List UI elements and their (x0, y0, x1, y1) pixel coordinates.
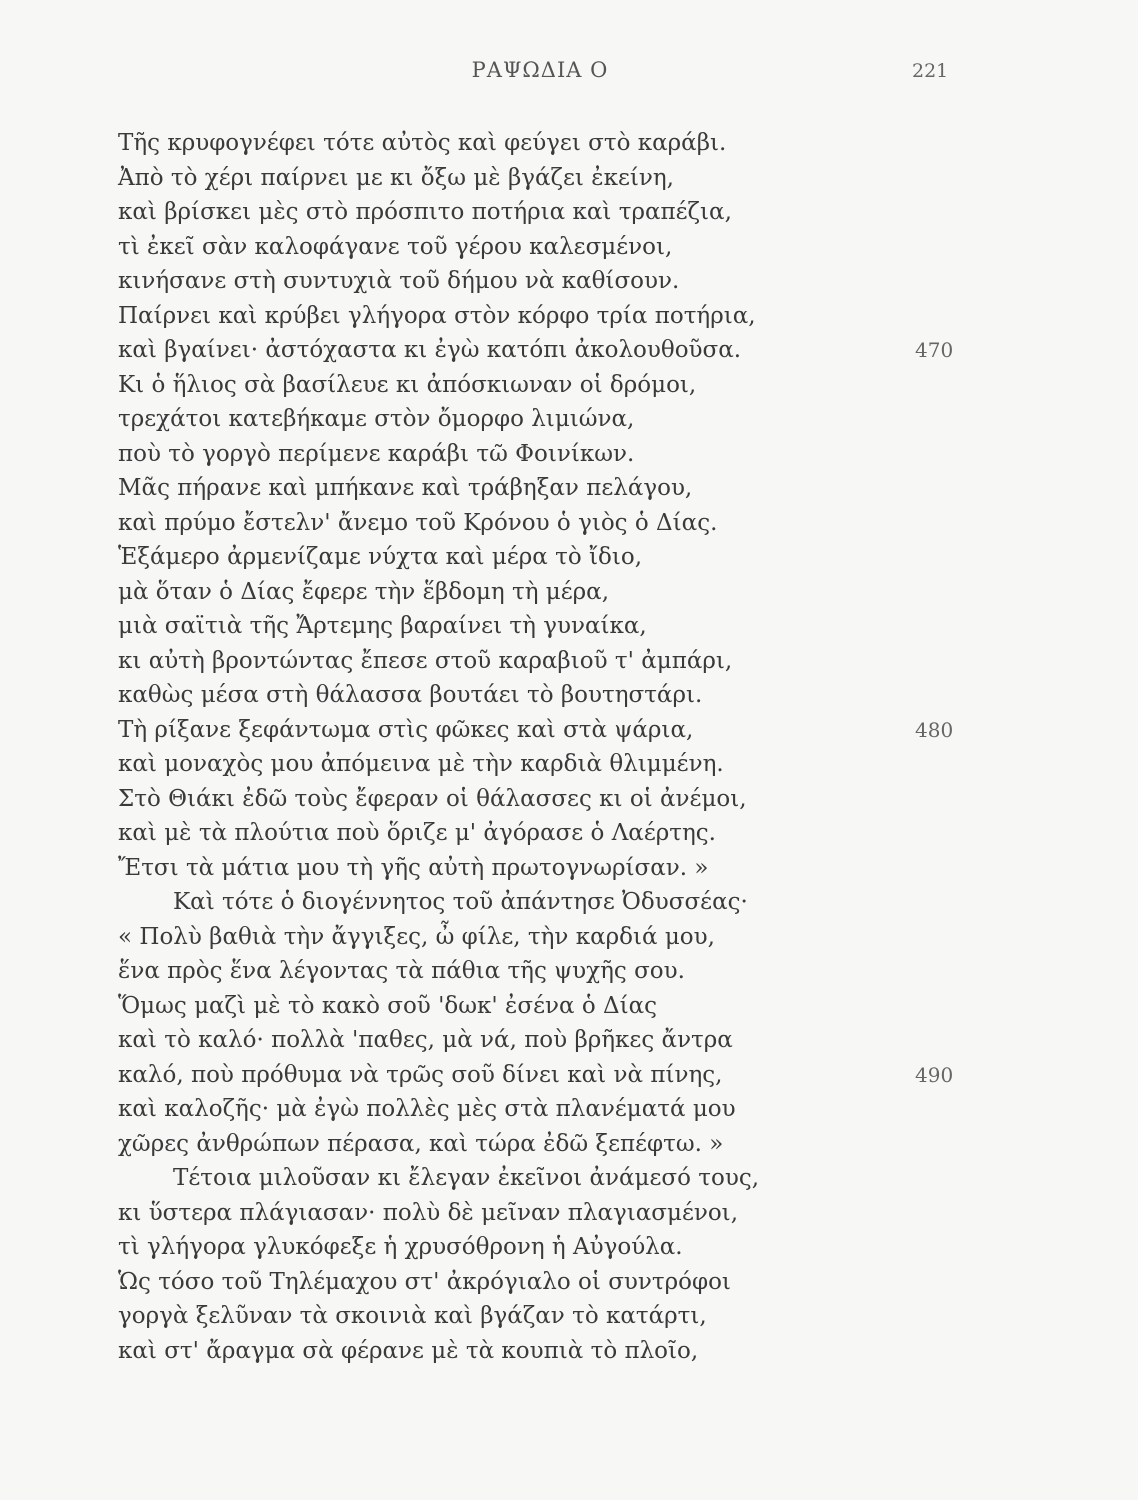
verse-line (118, 1299, 878, 1334)
line-number: 490 (915, 1062, 954, 1087)
line-number: 470 (915, 338, 954, 362)
verse-text: καὶ καλοζῆς· μὰ ἐγὼ πολλὲς μὲς στὰ πλανέματά μου (118, 1096, 736, 1122)
verse-line (118, 402, 878, 437)
verse-text: κινήσανε στὴ συντυχιὰ τοῦ δήμου νὰ καθίσουν. (118, 268, 680, 294)
verse-line (118, 851, 878, 886)
verse-text: κι αὐτὴ βροντώντας ἔπεσε στοῦ καραβιοῦ τ' ἀμπάρι, (118, 647, 733, 674)
verse-line (118, 1092, 878, 1127)
verse-text: τὶ ἐκεῖ σὰν καλοφάγανε τοῦ γέρου καλεσμένοι, (118, 233, 673, 260)
verse-line (118, 678, 878, 713)
verse-text: Ὡς τόσο τοῦ Τηλέμαχου στ' ἀκρόγιαλο οἱ συντρόφοι (118, 1268, 731, 1295)
verse-line (118, 161, 878, 196)
verse-line (118, 954, 878, 989)
verse-text: μιὰ σαϊτιὰ τῆς Ἄρτεμης βαραίνει τὴ γυναίκα, (118, 613, 647, 639)
verse-line (118, 989, 878, 1024)
verse-text: καὶ βγαίνει· ἀστόχαστα κι ἐγὼ κατόπι ἀκολουθοῦσα. (118, 337, 742, 363)
verse-line (118, 368, 878, 403)
verse-text: καὶ τὸ καλό· πολλὰ 'παθες, μὰ νά, ποὺ βρῆκες ἄντρα (118, 1027, 733, 1053)
verse-text: μὰ ὅταν ὁ Δίας ἔφερε τὴν ἕβδομη τὴ μέρα, (118, 578, 610, 605)
verse-text: Τῆς κρυφογνέφει τότε αὐτὸς καὶ φεύγει στὸ καράβι. (118, 130, 727, 156)
verse-text: ποὺ τὸ γοργὸ περίμενε καράβι τῶ Φοινίκων. (118, 440, 635, 467)
verse-line (118, 126, 878, 161)
verse-line (118, 609, 878, 644)
verse-line (118, 1334, 878, 1369)
verse-line (118, 1127, 878, 1162)
verse-text: Ἔτσι τὰ μάτια μου τὴ γῆς αὐτὴ πρωτογνωρίσαν. » (118, 854, 709, 881)
verse-text: Καὶ τότε ὁ διογέννητος τοῦ ἀπάντησε Ὀδυσσέας· (173, 889, 748, 915)
verse-line (118, 506, 878, 541)
verse-text: Κι ὁ ἥλιος σὰ βασίλευε κι ἀπόσκιωναν οἱ δρόμοι, (118, 371, 697, 398)
verse-line (118, 1023, 878, 1058)
line-number: 480 (915, 717, 954, 742)
verse-line (118, 437, 878, 472)
verse-text: καθὼς μέσα στὴ θάλασσα βουτάει τὸ βουτηστάρι. (118, 682, 703, 708)
verse-text: Μᾶς πήρανε καὶ μπήκανε καὶ τράβηξαν πελάγου, (118, 475, 693, 501)
verse-text: κι ὕστερα πλάγιασαν· πολὺ δὲ μεῖναν πλαγιασμένοι, (118, 1199, 739, 1226)
verse-text: καὶ βρίσκει μὲς στὸ πρόσπιτο ποτήρια καὶ τραπέζια, (118, 199, 732, 225)
verse-line (118, 1196, 878, 1231)
poem-text (118, 126, 954, 1368)
running-title: ΡΑΨΩΔΙΑ Ο (471, 58, 609, 82)
verse-text: Τὴ ρίξανε ξεφάντωμα στὶς φῶκες καὶ στὰ ψάρια, (118, 716, 694, 743)
verse-line (118, 471, 878, 506)
verse-line (118, 747, 878, 782)
verse-line (118, 920, 878, 955)
verse-text: Ἑξάμερο ἀρμενίζαμε νύχτα καὶ μέρα τὸ ἴδιο, (118, 544, 643, 570)
verse-line (118, 333, 954, 368)
page-number: 221 (912, 60, 949, 82)
verse-line (118, 264, 878, 299)
verse-line (118, 299, 878, 334)
verse-line (118, 575, 878, 610)
verse-text: καὶ πρύμο ἔστελν' ἄνεμο τοῦ Κρόνου ὁ γιὸς ὁ Δίας. (118, 509, 718, 536)
verse-text: καὶ μοναχὸς μου ἀπόμεινα μὲ τὴν καρδιὰ θλιμμένη. (118, 751, 724, 777)
verse-line (118, 713, 954, 748)
verse-line (118, 1230, 878, 1265)
verse-text: καλό, ποὺ πρόθυμα νὰ τρῶς σοῦ δίνει καὶ νὰ πίνης, (118, 1061, 723, 1088)
verse-line (118, 1265, 878, 1300)
verse-line (118, 540, 878, 575)
verse-text: τρεχάτοι κατεβήκαμε στὸν ὄμορφο λιμιώνα, (118, 406, 635, 432)
verse-text: Ὅμως μαζὶ μὲ τὸ κακὸ σοῦ 'δωκ' ἐσένα ὁ Δίας (118, 992, 658, 1019)
verse-line (118, 1161, 878, 1196)
verse-text: καὶ μὲ τὰ πλούτια ποὺ ὅριζε μ' ἀγόρασε ὁ Λαέρτης. (118, 820, 716, 846)
verse-text: τὶ γλήγορα γλυκόφεξε ἡ χρυσόθρονη ἡ Αὐγούλα. (118, 1234, 683, 1260)
verse-line (118, 816, 878, 851)
verse-text: Τέτοια μιλοῦσαν κι ἔλεγαν ἐκεῖνοι ἀνάμεσό τους, (173, 1165, 760, 1191)
verse-text: χῶρες ἀνθρώπων πέρασα, καὶ τώρα ἐδῶ ξεπέφτω. » (118, 1130, 724, 1157)
verse-text: « Πολὺ βαθιὰ τὴν ἄγγιξες, ὦ φίλε, τὴν καρδιά μου, (118, 923, 715, 950)
verse-text: ἕνα πρὸς ἕνα λέγοντας τὰ πάθια τῆς ψυχῆς σου. (118, 958, 685, 984)
verse-text: Ἀπὸ τὸ χέρι παίρνει με κι ὄξω μὲ βγάζει ἐκείνη, (118, 164, 674, 191)
verse-line (118, 885, 878, 920)
verse-line (118, 782, 878, 817)
verse-text: Στὸ Θιάκι ἐδῶ τοὺς ἔφεραν οἱ θάλασσες κι οἱ ἀνέμοι, (118, 785, 747, 812)
verse-line (118, 195, 878, 230)
verse-text: Παίρνει καὶ κρύβει γλήγορα στὸν κόρφο τρία ποτήρια, (118, 302, 756, 329)
verse-text: καὶ στ' ἄραγμα σὰ φέρανε μὲ τὰ κουπιὰ τὸ πλοῖο, (118, 1337, 699, 1364)
verse-line (118, 644, 878, 679)
verse-line (118, 230, 878, 265)
verse-text: γοργὰ ξελῦναν τὰ σκοινιὰ καὶ βγάζαν τὸ κατάρτι, (118, 1303, 707, 1329)
verse-line (118, 1058, 954, 1093)
